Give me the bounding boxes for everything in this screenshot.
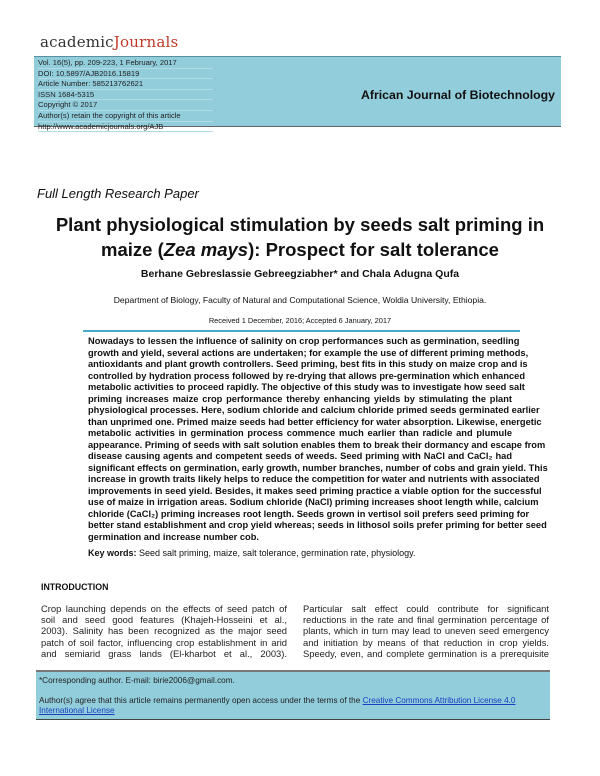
text-line: patch of soil factor, influencing crop establishment in arid — [41, 636, 287, 648]
text-line: better stand establishment and crop yield whereas; seeds in lithosol soils prefer priming for better seed — [88, 520, 547, 530]
title-text: ): Prospect for salt tolerance — [248, 239, 499, 260]
text-line: 2003). Salinity has been recognized as the major seed — [41, 625, 287, 637]
text-line: appearance. Priming of seeds with salt solution enables them to break their dormancy and escape from — [88, 439, 546, 450]
text-line: metabolic activities to proceed rapidly. The objective of this study was to investigate how seed salt — [88, 382, 525, 392]
text-line: plants, which in turn may lead to uneven seed emergency — [303, 625, 549, 637]
journal-header-box — [34, 56, 561, 131]
text-line: metabolic activities in germination process commence much earlier than radicle and plumule — [88, 428, 512, 438]
keywords-text: Seed salt priming, maize, salt tolerance, germination rate, physiology. — [136, 548, 416, 558]
right-column — [303, 603, 549, 659]
abstract — [88, 336, 548, 543]
text-line: than unprimed one. Primed maize seeds had better efficiency for water absorption. Likewise, energetic — [88, 416, 542, 427]
paper-title-line-2 — [0, 239, 600, 261]
paper-title-line-1: Plant physiological stimulation by seeds salt priming in — [55, 214, 545, 235]
license-link[interactable]: Creative Commons Attribution License 4.0 International License — [39, 696, 516, 715]
text-line: antioxidants and plant growth controllers. Seed priming, best fits in this study on maize crop and is — [88, 359, 528, 369]
publisher-logo — [40, 33, 178, 51]
volume-info: Vol. 16(5), pp. 209-223, 1 February, 2017 — [38, 58, 213, 69]
text-line: Speedy, even, and complete germination is a prerequisite — [303, 647, 549, 659]
license-text: Author(s) agree that this article remains permanently open access under the terms of the — [39, 696, 363, 705]
keywords-label: Key words: — [88, 548, 137, 558]
journal-url[interactable]: http://www.academicjournals.org/AJB — [38, 122, 213, 133]
text-line: soil and seed good features (Khajeh-Hosseini et al., — [41, 614, 287, 626]
species-name: Zea mays — [163, 239, 249, 260]
authors: Berhane Gebreslassie Gebreegziabher* and Chala Adugna Qufa — [140, 268, 460, 280]
footnote-box — [36, 670, 550, 720]
text-line: increase in growth traits likely helps to reduce the competition for water and nutrients with associated — [88, 474, 540, 484]
issn: ISSN 1684-5315 — [38, 90, 213, 101]
text-line: significant effects on germination, early growth, number branches, number of cobs and grain yield. This — [88, 462, 548, 473]
copyright: Copyright © 2017 — [38, 100, 213, 111]
title-text: maize ( — [101, 239, 164, 260]
logo-text: academic — [40, 33, 114, 51]
text-line: physiological processes. Here, sodium chloride and calcium chloride primed seeds germinated earlier — [88, 405, 540, 415]
keywords — [88, 548, 416, 558]
affiliation: Department of Biology, Faculty of Natural and Computational Science, Woldia University, Ethiopia. — [113, 295, 487, 305]
text-line: growth and yield, several actions are undertaken; for example the use of different priming methods, — [88, 347, 529, 358]
corresponding-author: *Corresponding author. E-mail: birie2006@gmail.com. — [39, 676, 235, 685]
received-dates: Received 1 December, 2016; Accepted 6 January, 2017 — [208, 316, 392, 325]
text-line: chloride (CaCl₂) priming increases root length. Seeds grown in vertisol soil prefers seed priming for — [88, 508, 530, 519]
text-line: controlled by hydration process followed by re-drying that allows pre-germination which enhanced — [88, 370, 526, 381]
text-line: Crop launching depends on the effects of seed patch of — [41, 603, 287, 614]
text-line: priming increases maize crop performance thereby enhancing yields by stimulating the plant — [88, 393, 512, 404]
text-line: improvements in seed yield. Besides, it makes seed priming practice a viable option for the successful — [88, 485, 542, 496]
article-number: Article Number: 585213762621 — [38, 79, 213, 90]
logo-text-accent: Journals — [113, 33, 179, 51]
text-line: disease causing agents and competent seeds of weeds. Seed priming with NaCl and CaCl₂ had — [88, 451, 512, 461]
left-column — [41, 603, 287, 659]
doi: DOI: 10.5897/AJB2016.15819 — [38, 69, 213, 80]
abstract-divider — [83, 330, 520, 332]
text-line: and initiation by means of that reduction in crop yields. — [303, 636, 549, 648]
text-line: reductions in the rate and final germination percentage of — [303, 614, 549, 626]
copyright-note: Author(s) retain the copyright of this article — [38, 111, 213, 122]
text-line: Nowadays to lessen the influence of salinity on crop performances such as germination, seedling — [88, 336, 520, 346]
journal-name: African Journal of Biotechnology — [360, 88, 555, 102]
article-metadata — [38, 58, 213, 132]
text-line: and semiarid grass lands (El-kharbot et al., 2003). — [41, 647, 287, 659]
license-note — [39, 696, 547, 716]
paper-type: Full Length Research Paper — [37, 186, 199, 201]
text-line: germination and increase number cob. — [88, 531, 259, 542]
text-line: Particular salt effect could contribute for significant — [303, 603, 549, 614]
text-line: use of maize in irrigation areas. Sodium chloride (NaCl) priming increases shoot length while, calcium — [88, 497, 539, 507]
section-heading: INTRODUCTION — [41, 582, 109, 592]
